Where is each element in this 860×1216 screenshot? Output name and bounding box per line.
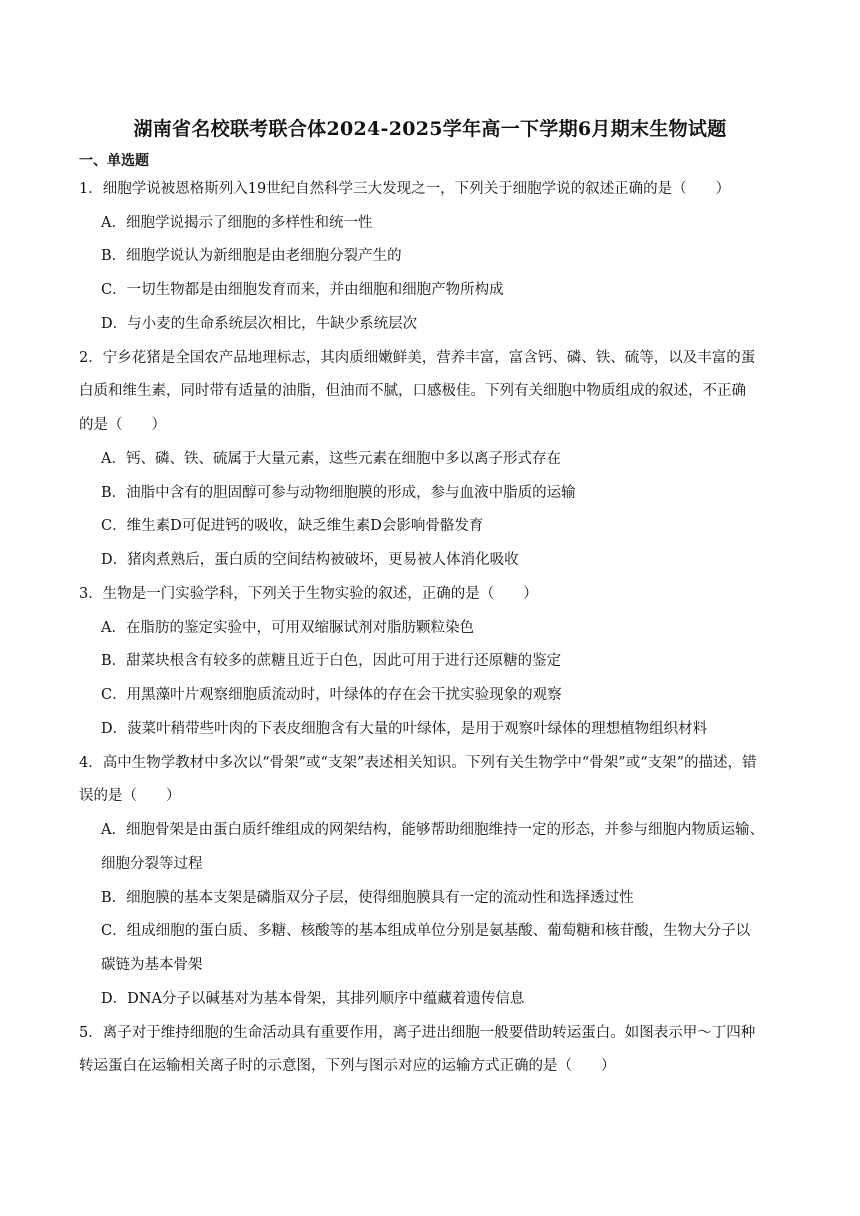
question-1-option-c: C．一切生物都是由细胞发育而来，并由细胞和细胞产物所构成 <box>101 282 504 298</box>
question-2-option-d: D．猪肉煮熟后，蛋白质的空间结构被破坏，更易被人体消化吸收 <box>101 552 519 568</box>
question-2-stem-line-2: 白质和维生素，同时带有适量的油脂，但油而不腻，口感极佳。下列有关细胞中物质组成的叙述，不正确 <box>79 383 746 399</box>
question-1-option-d: D．与小麦的生命系统层次相比，牛缺少系统层次 <box>101 316 418 332</box>
question-4-stem-line-2: 误的是（ ） <box>79 788 181 804</box>
question-2-option-a: A．钙、磷、铁、硫属于大量元素，这些元素在细胞中多以离子形式存在 <box>101 451 561 467</box>
question-5-stem-line-1: 5．离子对于维持细胞的生命活动具有重要作用，离子进出细胞一般要借助转运蛋白。如图表示甲～丁四种 <box>79 1025 756 1041</box>
question-1-stem: 1．细胞学说被恩格斯列入19世纪自然科学三大发现之一，下列关于细胞学说的叙述正确的是（ ） <box>79 181 731 197</box>
question-5-stem-line-2: 转运蛋白在运输相关离子时的示意图，下列与图示对应的运输方式正确的是（ ） <box>79 1058 616 1074</box>
question-4-option-a-line-1: A．细胞骨架是由蛋白质纤维组成的网架结构，能够帮助细胞维持一定的形态，并参与细胞内物质运输、 <box>101 822 764 838</box>
question-3-option-a: A．在脂肪的鉴定实验中，可用双缩脲试剂对脂肪颗粒染色 <box>101 620 474 636</box>
question-3-option-c: C．用黑藻叶片观察细胞质流动时，叶绿体的存在会干扰实验现象的观察 <box>101 687 562 703</box>
question-4-option-c-line-2: 碳链为基本骨架 <box>101 957 203 973</box>
question-1-option-b: B．细胞学说认为新细胞是由老细胞分裂产生的 <box>101 248 402 264</box>
question-4-option-b: B．细胞膜的基本支架是磷脂双分子层，使得细胞膜具有一定的流动性和选择透过性 <box>101 890 634 906</box>
question-4-option-a-line-2: 细胞分裂等过程 <box>101 856 203 872</box>
question-4-option-c-line-1: C．组成细胞的蛋白质、多糖、核酸等的基本组成单位分别是氨基酸、葡萄糖和核苷酸，生物大分子以 <box>101 923 751 939</box>
question-4-option-d: D．DNA分子以碱基对为基本骨架，其排列顺序中蕴藏着遗传信息 <box>101 991 525 1007</box>
question-2-option-b: B．油脂中含有的胆固醇可参与动物细胞膜的形成，参与血液中脂质的运输 <box>101 485 576 501</box>
question-4-stem-line-1: 4．高中生物学教材中多次以“骨架”或“支架”表述相关知识。下列有关生物学中“骨架”或“支架”的描述，错 <box>79 755 757 771</box>
document-title: 湖南省名校联考联合体2024-2025学年高一下学期6月期末生物试题 <box>133 118 727 140</box>
question-3-option-d: D．菠菜叶稍带些叶肉的下表皮细胞含有大量的叶绿体，是用于观察叶绿体的理想植物组织材料 <box>101 721 708 737</box>
question-2-stem-line-3: 的是（ ） <box>79 417 166 433</box>
question-2-option-c: C．维生素D可促进钙的吸收，缺乏维生素D会影响骨骼发育 <box>101 518 484 534</box>
section-heading: 一、单选题 <box>79 153 149 169</box>
question-3-stem: 3．生物是一门实验学科，下列关于生物实验的叙述，正确的是（ ） <box>79 586 538 602</box>
question-1-option-a: A．细胞学说揭示了细胞的多样性和统一性 <box>101 215 373 231</box>
question-2-stem-line-1: 2．宁乡花猪是全国农产品地理标志，其肉质细嫩鲜美，营养丰富，富含钙、磷、铁、硫等，以及丰富的蛋 <box>79 350 756 366</box>
question-3-option-b: B．甜菜块根含有较多的蔗糖且近于白色，因此可用于进行还原糖的鉴定 <box>101 653 562 669</box>
